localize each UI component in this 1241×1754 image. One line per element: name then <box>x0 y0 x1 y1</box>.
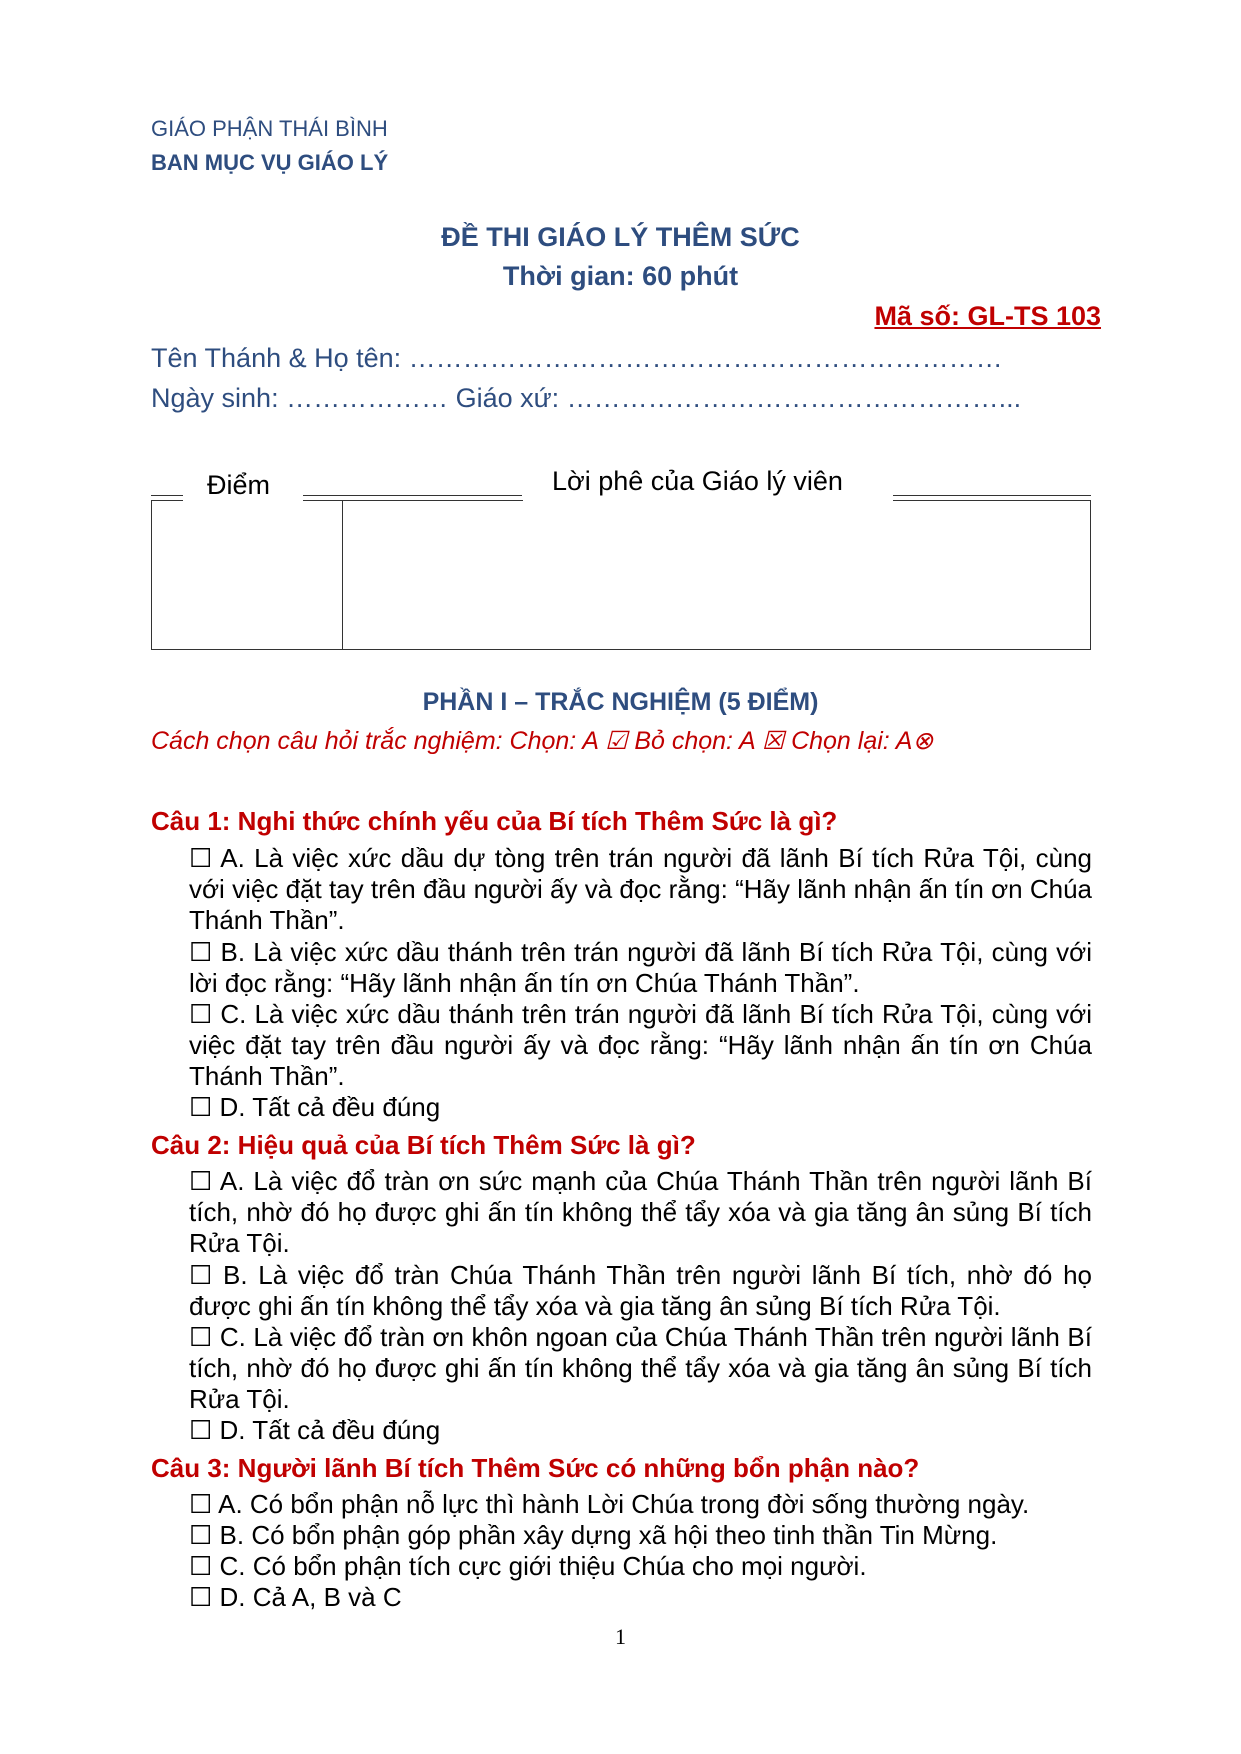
comment-label: Lời phê của Giáo lý viên <box>540 466 855 497</box>
question-2-option-d[interactable]: ☐ D. Tất cả đều đúng <box>189 1415 441 1445</box>
question-3-option-b[interactable]: ☐ B. Có bổn phận góp phần xây dựng xã hội theo tinh thần Tin Mừng. <box>189 1520 998 1550</box>
diocese-name: GIÁO PHẬN THÁI BÌNH <box>151 116 388 141</box>
question-1-title: Câu 1: Nghi thức chính yếu của Bí tích Thêm Sức là gì? <box>151 806 838 836</box>
question-3-option-d[interactable]: ☐ D. Cả A, B và C <box>189 1582 402 1612</box>
exam-code: Mã số: GL-TS 103 <box>874 301 1101 331</box>
page-number: 1 <box>615 1624 626 1649</box>
question-3-option-c[interactable]: ☐ C. Có bổn phận tích cực giới thiệu Chúa cho mọi người. <box>189 1551 867 1581</box>
question-1-option-d[interactable]: ☐ D. Tất cả đều đúng <box>189 1092 441 1122</box>
section-title: PHẦN I – TRẮC NGHIỆM (5 ĐIỂM) <box>422 688 819 716</box>
score-box <box>151 500 1091 650</box>
question-2-option-b[interactable]: ☐ B. Là việc đổ tràn Chúa Thánh Thần trên người lãnh Bí tích, nhờ đó họ được ghi ấn tín không thể tẩy xóa và gia tăng ân sủng Bí tích Rửa Tội. <box>189 1260 1092 1321</box>
question-1-option-c[interactable]: ☐ C. Là việc xức dầu thánh trên trán người đã lãnh Bí tích Rửa Tội, cùng với việc đặt tay trên đầu người ấy và đọc rằng: “Hãy lãnh nhận ấn tín ơn Chúa Thánh Thần”. <box>189 999 1092 1091</box>
question-2-option-a[interactable]: ☐ A. Là việc đổ tràn ơn sức mạnh của Chúa Thánh Thần trên người lãnh Bí tích, nhờ đó họ được ghi ấn tín không thể tẩy xóa và gia tăng ân sủng Bí tích Rửa Tội. <box>189 1166 1092 1258</box>
name-field[interactable]: Tên Thánh & Họ tên: ………………………………………………………… <box>151 343 1003 373</box>
exam-title: ĐỀ THI GIÁO LÝ THÊM SỨC <box>441 222 800 252</box>
question-2-option-c[interactable]: ☐ C. Là việc đổ tràn ơn khôn ngoan của Chúa Thánh Thần trên người lãnh Bí tích, nhờ đó họ được ghi ấn tín không thể tẩy xóa và gia tăng ân sủng Bí tích Rửa Tội. <box>189 1322 1092 1414</box>
question-3-title: Câu 3: Người lãnh Bí tích Thêm Sức có những bổn phận nào? <box>151 1453 920 1483</box>
question-2-title: Câu 2: Hiệu quả của Bí tích Thêm Sức là gì? <box>151 1130 696 1160</box>
score-box-divider <box>342 500 343 650</box>
answer-instructions: Cách chọn câu hỏi trắc nghiệm: Chọn: A ☑ Bỏ chọn: A ☒ Chọn lại: A⊗ <box>151 727 934 755</box>
ministry-name: BAN MỤC VỤ GIÁO LÝ <box>151 150 389 175</box>
question-1-option-a[interactable]: ☐ A. Là việc xức dầu dự tòng trên trán người đã lãnh Bí tích Rửa Tội, cùng với việc đặt tay trên đầu người ấy và đọc rằng: “Hãy lãnh nhận ấn tín ơn Chúa Thánh Thần”. <box>189 843 1092 935</box>
exam-duration: Thời gian: 60 phút <box>502 261 739 291</box>
birth-parish-field[interactable]: Ngày sinh: ……………… Giáo xứ: …………………………………………... <box>151 383 1022 413</box>
question-3-option-a[interactable]: ☐ A. Có bổn phận nỗ lực thì hành Lời Chúa trong đời sống thường ngày. <box>189 1489 1030 1519</box>
question-1-option-b[interactable]: ☐ B. Là việc xức dầu thánh trên trán người đã lãnh Bí tích Rửa Tội, cùng với lời đọc rằng: “Hãy lãnh nhận ấn tín ơn Chúa Thánh Thần”. <box>189 937 1092 998</box>
score-label: Điểm <box>195 470 282 501</box>
